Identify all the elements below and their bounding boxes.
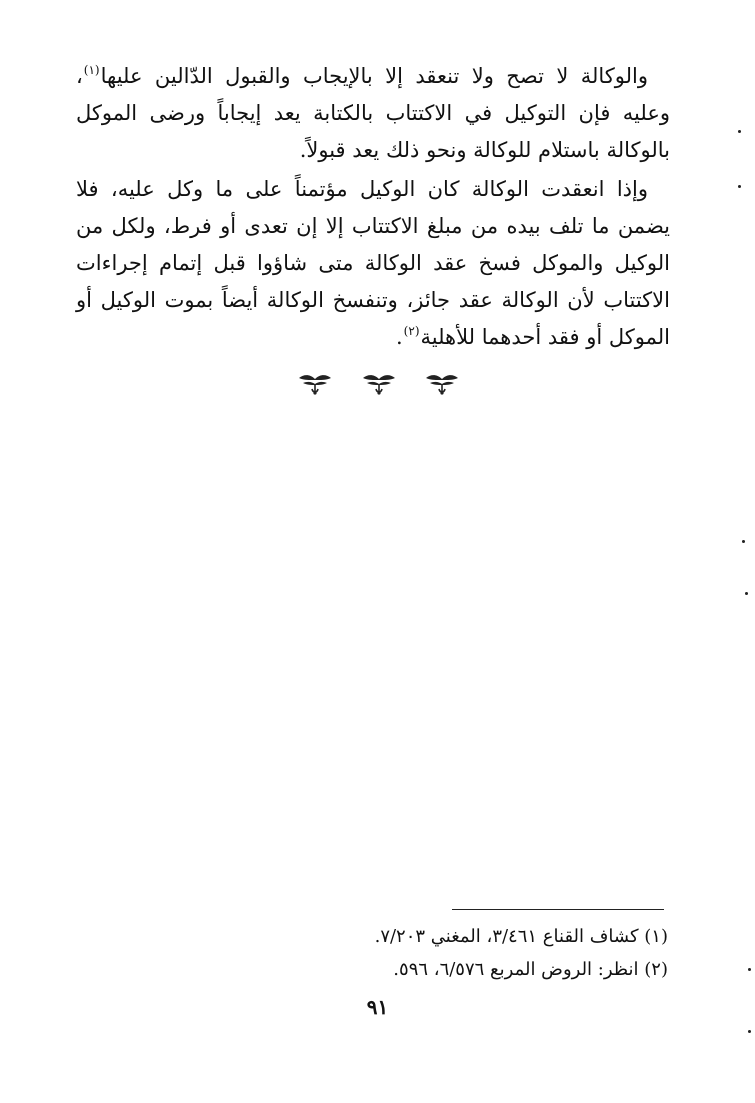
- page-number: ٩١: [366, 995, 389, 1019]
- scan-mark: [748, 968, 751, 971]
- footnotes: [200, 920, 668, 986]
- footnote-ref-1[interactable]: (١): [83, 63, 100, 77]
- scan-mark: [748, 1030, 751, 1033]
- scan-mark: [745, 592, 748, 595]
- section-divider-ornaments: [0, 372, 755, 402]
- main-text: [76, 58, 670, 356]
- paragraph-1: [76, 58, 670, 169]
- paragraph-2: [76, 171, 670, 356]
- ornament-icon: [358, 372, 398, 396]
- scan-mark: [738, 130, 741, 133]
- paragraph-1-text: والوكالة لا تصح ولا تنعقد إلا بالإيجاب والقبول الدّالين عليها: [100, 64, 648, 88]
- footnote-ref-2[interactable]: (٢): [403, 324, 420, 338]
- ornament-icon: [294, 372, 334, 396]
- paragraph-1-text-cont: ، وعليه فإن التوكيل في الاكتتاب بالكتابة يعد إيجاباً ورضى الموكل بالوكالة باستلام للوكالة ونحو ذلك يعد قبولاً.: [76, 64, 670, 162]
- footnote-1: (١) كشاف القناع ٣/٤٦١، المغني ٧/٢٠٣.: [374, 926, 668, 947]
- paragraph-2-text-cont: .: [395, 325, 403, 349]
- paragraph-2-text: وإذا انعقدت الوكالة كان الوكيل مؤتمناً على ما وكل عليه، فلا يضمن ما تلف بيده من مبلغ الاكتتاب إلا إن تعدى أو فرط، ولكل من الوكيل والموكل فسخ عقد الوكالة متى شاؤوا قبل إتمام إجراءات الاكتتاب لأن الوكالة عقد جائز، وتنفسخ الوكالة أيضاً بموت الوكيل أو الموكل أو فقد أحدهما للأهلية: [76, 177, 670, 349]
- scan-mark: [738, 185, 741, 188]
- footnote-separator: [452, 909, 664, 910]
- scan-mark: [742, 540, 745, 543]
- ornament-icon: [421, 372, 461, 396]
- footnote-2: (٢) انظر: الروض المربع ٦/٥٧٦، ٥٩٦.: [393, 959, 668, 980]
